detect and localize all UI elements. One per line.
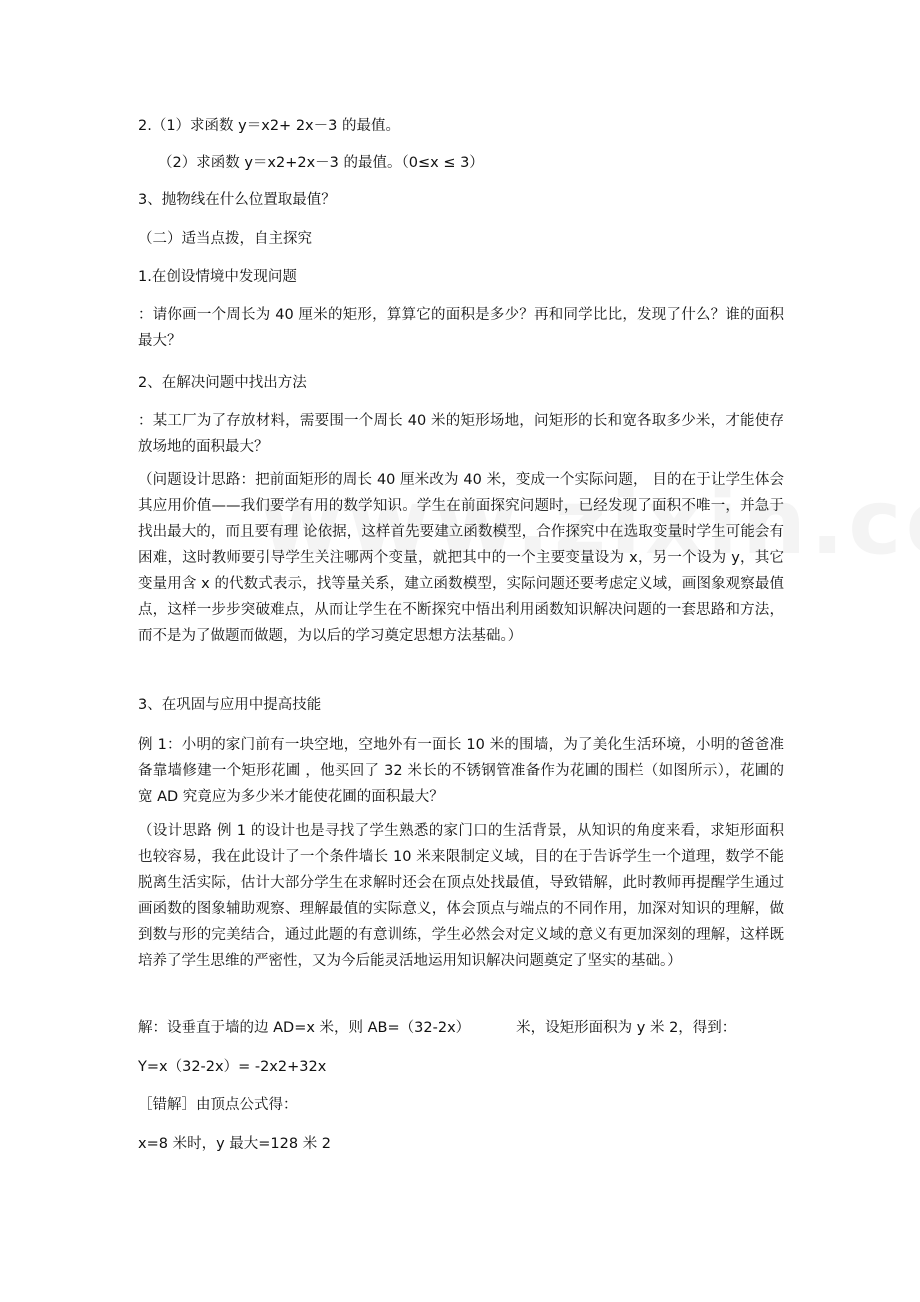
result-line: x=8 米时，y 最大=128 米 2 (138, 1136, 332, 1152)
question-2-part-1: 2.（1）求函数 y＝x2+ 2x－3 的最值。 (138, 118, 400, 134)
equation-line: Y=x（32-2x）= -2x2+32x (138, 1059, 327, 1075)
example-1: 例 1：小明的家门前有一块空地，空地外有一面长 10 米的围墙，为了美化生活环境，小明的爸爸准备靠墙修建一个矩形花圃 ，他买回了 32 米长的不锈钢管准备作为花圃的围栏（如图所示），花圃的宽 AD 究竟应为多少米才能使花圃的面积最大？ (138, 737, 784, 805)
design-note-1: （问题设计思路：把前面矩形的周长 40 厘米改为 40 米，变成一个实际问题， 目的在于让学生体会其应用价值——我们要学有用的数学知识。学生在前面探究问题时，已经发现了面积不唯一，并急于找出最大的，而且要有理 论依据，这样首先要建立函数模型，合作探究中在选取变量时学生可能会有困难，这时教师要引导学生关注哪两个变量，就把其中的一个主要变量设为 x，另一个设为 y，其它变量用含 x 的代数式表示，找等量关系，建立函数模型，实际问题还要考虑定义域，画图象观察最值点，这样一步步突破难点，从而让学生在不断探究中悟出利用函数知识解决问题的一套思路和方法，而不是为了做题而做题，为以后的学习奠定思想方法基础。） (138, 472, 784, 644)
step-1-title: 1.在创设情境中发现问题 (138, 269, 297, 285)
step-3-title: 3、在巩固与应用中提高技能 (138, 697, 322, 713)
question-3: 3、抛物线在什么位置取最值？ (138, 192, 336, 208)
wrong-solution-heading: ［错解］由顶点公式得： (138, 1097, 298, 1113)
design-note-2: （设计思路 例 1 的设计也是寻找了学生熟悉的家门口的生活背景，从知识的角度来看，求矩形面积也较容易，我在此设计了一个条件墙长 10 米来限制定义域，目的在于告诉学生一个道理，数学不能脱离生活实际，估计大部分学生在求解时还会在顶点处找最值，导致错解，此时教师再提醒学生通过画函数的图象辅助观察、理解最值的实际意义，体会顶点与端点的不同作用，加深对知识的理解，做到数与形的完美结合，通过此题的有意训练，学生必然会对定义域的意义有更加深刻的理解，这样既培养了学生思维的严密性，又为今后能灵活地运用知识解决问题奠定了坚实的基础。） (138, 823, 784, 969)
solution-part-a: 解：设垂直于墙的边 AD=x 米，则 AB=（32-2x） (138, 1020, 471, 1036)
step-2-title: 2、在解决问题中找出方法 (138, 375, 307, 391)
solution-part-b: 米，设矩形面积为 y 米 2，得到： (516, 1020, 737, 1036)
step-2-body: ：某工厂为了存放材料，需要围一个周长 40 米的矩形场地，问矩形的长和宽各取多少米，才能使存放场地的面积最大？ (138, 413, 784, 455)
question-2-part-2: （2）求函数 y＝x2+2x－3 的最值。（0≤x ≤ 3） (158, 155, 484, 171)
solution-line (138, 1018, 784, 1038)
step-1-body: ：请你画一个周长为 40 厘米的矩形，算算它的面积是多少？再和同学比比，发现了什么？谁的面积最大？ (138, 307, 784, 349)
section-2-heading: （二）适当点拨，自主探究 (138, 231, 312, 247)
